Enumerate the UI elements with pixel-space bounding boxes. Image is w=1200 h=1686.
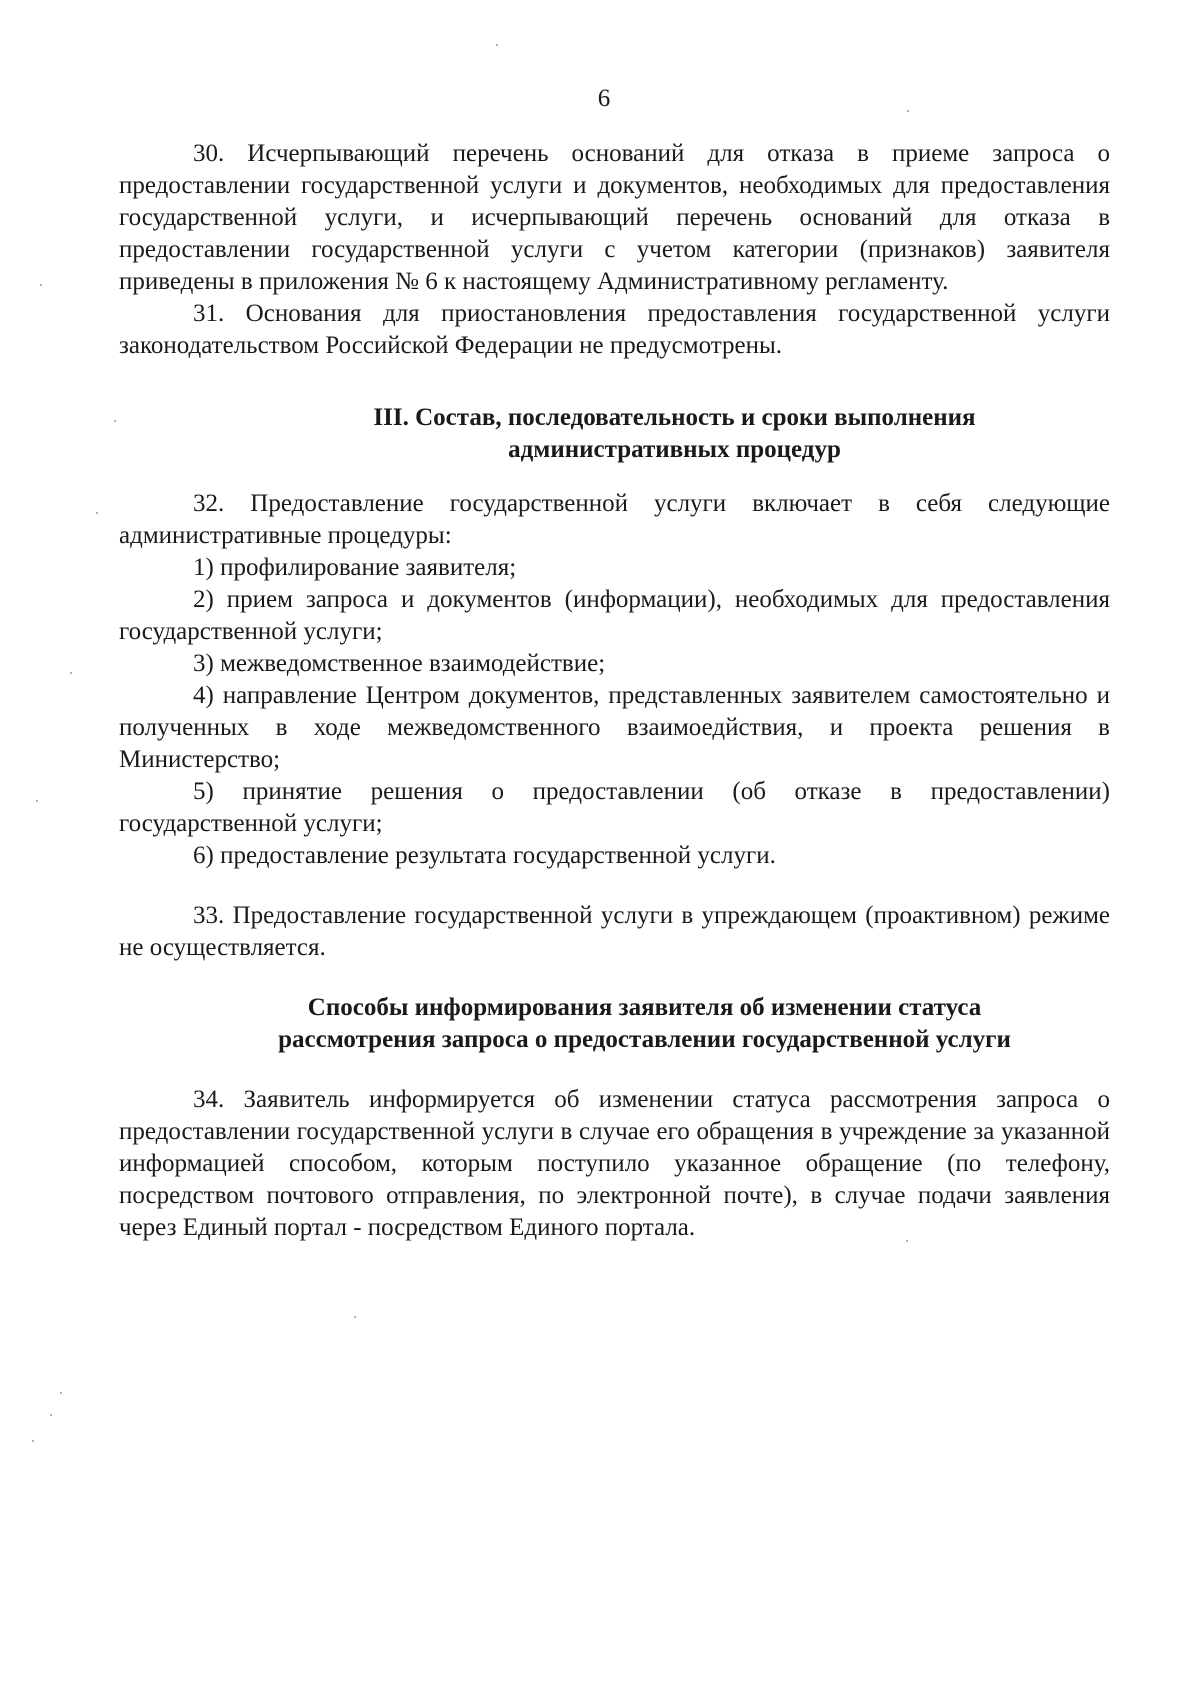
paragraph-33: 33. Предоставление государственной услуги в упреждающем (проактивном) режиме не осуществляется. xyxy=(119,902,1110,961)
scan-speck xyxy=(60,1392,62,1394)
list-item-2: 2) прием запроса и документов (информации), необходимых для предоставления государственной услуги; xyxy=(119,586,1110,645)
section-title-line-1: III. Состав, последовательность и сроки выполнения xyxy=(373,404,976,431)
scan-speck xyxy=(50,1414,52,1416)
paragraph-31: 31. Основания для приостановления предоставления государственной услуги законодательством Российской Федерации не предусмотрены. xyxy=(119,300,1110,359)
spacer xyxy=(119,362,1110,402)
spacer xyxy=(119,964,1110,992)
scan-speck xyxy=(496,44,498,46)
scan-speck xyxy=(96,512,98,514)
list-item-1: 1) профилирование заявителя; xyxy=(193,554,517,581)
spacer xyxy=(119,872,1110,900)
page-number: 6 xyxy=(597,85,611,112)
scan-speck xyxy=(32,1440,34,1442)
subsection-title-line-2: рассмотрения запроса о предоставлении государственной услуги xyxy=(278,1026,1011,1053)
document-body xyxy=(119,138,1110,1244)
spacer xyxy=(119,1056,1110,1084)
paragraph-34: 34. Заявитель информируется об изменении статуса рассмотрения запроса о предоставлении государственной услуги в случае его обращения в учреждение за указанной информацией способом, которым поступило указанное обращение (по телефону, посредством почтового отправления, по электронной почте), в случае подачи заявления через Единый портал - посредством Единого портала. xyxy=(119,1086,1110,1241)
list-item-5: 5) принятие решения о предоставлении (об отказе в предоставлении) государственной услуги; xyxy=(119,778,1110,837)
spacer xyxy=(119,466,1110,488)
scan-speck xyxy=(70,672,72,674)
list-item-4: 4) направление Центром документов, представленных заявителем самостоятельно и полученных в ходе межведомственного взаимоедйствия, и проекта решения в Министерство; xyxy=(119,682,1110,773)
paragraph-32: 32. Предоставление государственной услуги включает в себя следующие административные процедуры: xyxy=(119,490,1110,549)
scan-speck xyxy=(354,1316,356,1318)
paragraph-30: 30. Исчерпывающий перечень оснований для отказа в приеме запроса о предоставлении государственной услуги и документов, необходимых для предоставления государственной услуги, и исчерпывающий перечень оснований для отказа в предоставлении государственной услуги с учетом категории (признаков) заявителя приведены в приложения № 6 к настоящему Административному регламенту. xyxy=(119,140,1110,295)
list-item-6: 6) предоставление результата государственной услуги. xyxy=(193,842,776,869)
section-title-line-2: административных процедур xyxy=(508,436,841,463)
scan-speck xyxy=(36,800,38,802)
scan-speck xyxy=(40,284,42,286)
scan-speck xyxy=(114,420,116,422)
subsection-title-line-1: Способы информирования заявителя об изменении статуса xyxy=(307,994,982,1021)
list-item-3: 3) межведомственное взаимодействие; xyxy=(193,650,606,677)
